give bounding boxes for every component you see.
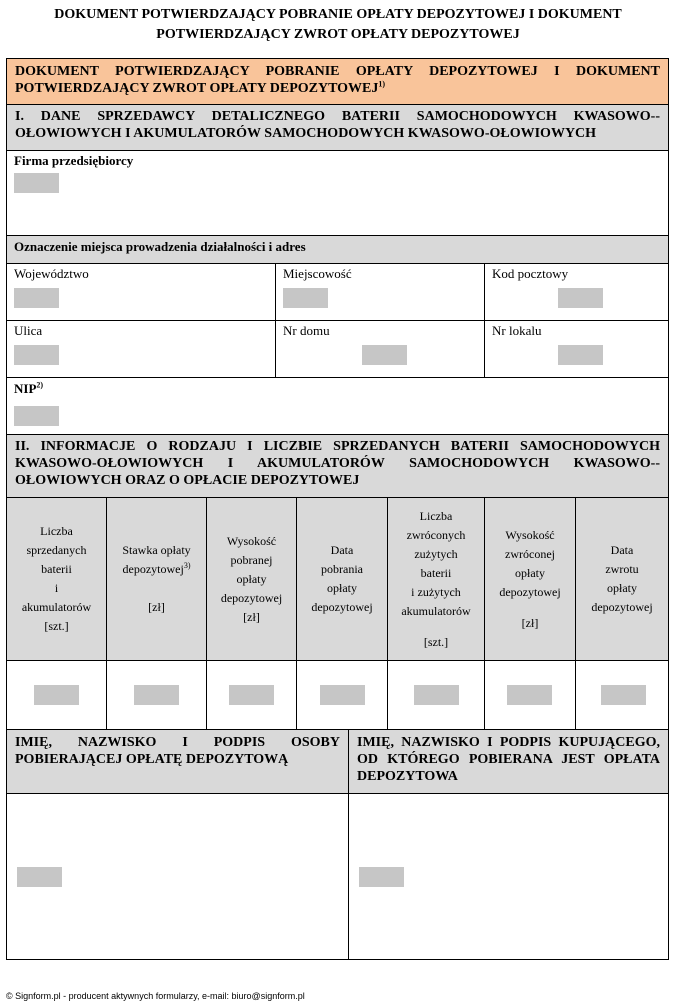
ulica-label: Ulica [14,323,43,338]
nip-label: NIP [14,381,37,396]
col1-line: sprzedanych [26,543,87,557]
nip-row [6,378,669,435]
address-header [6,236,669,264]
kod-cell [485,264,668,320]
wojewodztwo-input[interactable] [14,288,59,308]
signature-right-cell [349,794,668,959]
firma-input[interactable] [14,173,59,193]
col2-line: [zł] [148,600,165,614]
section-2-title [6,435,669,498]
input-cell [297,661,388,729]
address-row-1 [6,264,669,321]
signature-left-input[interactable] [17,867,62,887]
firma-row [6,151,669,236]
col1-line: [szt.] [44,619,69,633]
nr-lokalu-cell [485,321,668,377]
col3-line: pobranej [230,552,273,567]
nr-domu-input[interactable] [362,345,407,365]
col2-line: depozytowej [122,562,184,576]
col4-line: Data [330,543,354,557]
col4-line: pobrania [321,562,363,576]
wysokosc-zwroconej-input[interactable] [507,685,552,705]
miejscowosc-cell [276,264,485,320]
col5-spacer [401,621,470,633]
signature-header [6,730,669,794]
input-cell [388,661,485,729]
signature-left-label: IMIĘ, NAZWISKO I PODPIS OSOBY POBIERAJĄCEJ OPŁATĘ DEPOZYTOWĄ [15,735,340,767]
col6-line: opłaty [515,565,545,580]
col6-line: depozytowej [499,584,561,599]
footer: © Signform.pl - producent aktywnych formularzy, e-mail: biuro@signform.pl [6,991,305,1001]
col1-line: i [54,581,59,595]
col5-line: [szt.] [423,634,449,649]
firma-label: Firma przedsiębiorcy [14,153,134,168]
info-table-header [6,498,669,661]
col-data-pobrania [297,498,388,660]
col7-line: depozytowej [591,600,653,614]
col-liczba-zwroconych [388,498,485,660]
col6-line: Wysokość [505,527,555,542]
wojewodztwo-cell [7,264,276,320]
col-stawka [107,498,207,660]
section-header [6,58,669,105]
col7-line: Data [610,543,634,557]
section-1-title [6,105,669,151]
liczba-sprzedanych-input[interactable] [34,685,79,705]
col1-line: akumulatorów [21,600,92,614]
col2-spacer [122,579,190,598]
col6-line: [zł] [521,615,539,630]
data-pobrania-input[interactable] [320,685,365,705]
nr-domu-cell [276,321,485,377]
col4-line: depozytowej [311,600,373,614]
col5-line: Liczba [419,508,453,523]
input-cell [485,661,576,729]
col-wysokosc-zwroconej [485,498,576,660]
col2-line: Stawka opłaty [122,543,191,557]
col6-line: zwróconej [505,546,555,561]
title-line-2: POTWIERDZAJĄCY ZWROT OPŁATY DEPOZYTOWEJ [156,27,520,42]
col3-line: depozytowej [220,590,283,605]
signature-right-label: IMIĘ, NAZWISKO I PODPIS KUPUJĄCEGO, OD KTÓREGO POBIERANA JEST OPŁATA DEPOZYTOWA [357,735,660,784]
section-2-title-text: II. INFORMACJE O RODZAJU I LICZBIE SPRZEDANYCH BATERII SAMOCHODOWYCH KWASOWO-OŁOWIOWYCH I AKUMULATORÓW SAMOCHODOWYCH KWASOWO--OŁOWIOWYCH ORAZ O OPŁACIE DEPOZYTOWEJ [15,439,660,488]
section-1-title-text: I. DANE SPRZEDAWCY DETALICZNEGO BATERII SAMOCHODOWYCH KWASOWO--OŁOWIOWYCH I AKUMULATORÓW SAMOCHODOWYCH KWASOWO-OŁOWIOWYCH [15,109,660,141]
title-line-1: DOKUMENT POTWIERDZAJĄCY POBRANIE OPŁATY DEPOZYTOWEJ I DOKUMENT [54,7,622,22]
miejscowosc-input[interactable] [283,288,328,308]
col7-line: zwrotu [605,562,639,576]
col5-line: baterii [420,565,452,580]
col6-spacer [499,602,560,614]
nip-label-wrap [14,381,43,397]
ulica-cell [7,321,276,377]
input-cell [576,661,668,729]
col3-line: [zł] [243,609,260,624]
signature-right-input[interactable] [359,867,404,887]
nip-input[interactable] [14,406,59,426]
signature-right-header [349,730,668,793]
kod-input[interactable] [558,288,603,308]
col3-line: opłaty [236,571,267,586]
wojewodztwo-label: Województwo [14,266,89,281]
form [6,58,669,960]
col5-line: zużytych [414,546,458,561]
info-table-inputs [6,661,669,730]
col1-line: baterii [41,562,72,576]
footnote-2: 2) [36,380,44,390]
col-wysokosc-pobranej [207,498,297,660]
col5-line: i zużytych [411,584,461,599]
address-row-2 [6,321,669,378]
footnote-3: 3) [183,561,191,570]
col-liczba-sprzedanych [7,498,107,660]
stawka-input[interactable] [134,685,179,705]
col5-line: zwróconych [406,527,466,542]
kod-label: Kod pocztowy [492,266,569,281]
ulica-input[interactable] [14,345,59,365]
section-header-text: DOKUMENT POTWIERDZAJĄCY POBRANIE OPŁATY DEPOZYTOWEJ I DOKUMENT POTWIERDZAJĄCY ZWROT OPŁATY DEPOZYTOWEJ [15,64,660,96]
data-zwrotu-input[interactable] [601,685,646,705]
signature-left-header [7,730,349,793]
input-cell [107,661,207,729]
input-cell [207,661,297,729]
col3-line: Wysokość [226,533,277,548]
miejscowosc-label: Miejscowość [283,266,352,281]
col7-line: opłaty [607,581,637,595]
nr-lokalu-label: Nr lokalu [492,323,542,338]
document-title [0,5,676,45]
liczba-zwroconych-input[interactable] [414,685,459,705]
col-data-zwrotu [576,498,668,660]
signature-area [6,794,669,960]
address-label: Oznaczenie miejsca prowadzenia działalności i adres [14,239,306,254]
nr-domu-label: Nr domu [283,323,330,338]
nr-lokalu-input[interactable] [558,345,603,365]
input-cell [7,661,107,729]
wysokosc-pobranej-input[interactable] [229,685,274,705]
col5-line: akumulatorów [401,603,471,618]
footnote-1: 1) [378,79,386,89]
col1-line: Liczba [40,524,73,538]
col4-line: opłaty [327,581,357,595]
signature-left-cell [7,794,349,959]
